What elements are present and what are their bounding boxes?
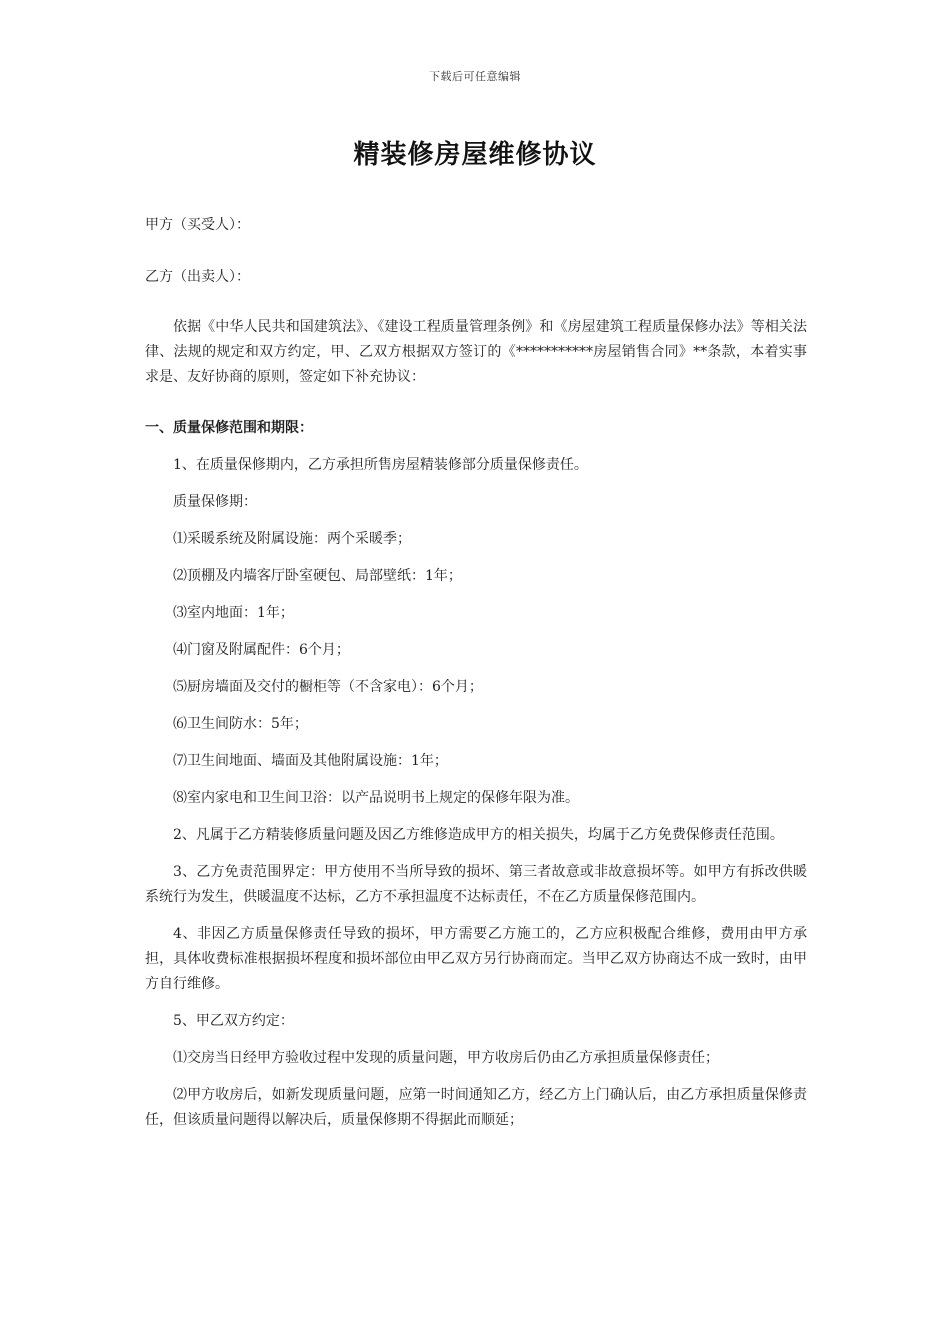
clause-1: 1、在质量保修期内，乙方承担所售房屋精装修部分质量保修责任。 [173,457,588,473]
warranty-item: ⑸厨房墙面及交付的橱柜等（不含家电）：6个月； [173,679,483,695]
warranty-item: ⑶室内地面：1年； [173,605,294,621]
agreement-item: ⑴交房当日经甲方验收过程中发现的质量问题，甲方收房后仍由乙方承担质量保修责任； [173,1050,719,1066]
clause-4: 4、非因乙方质量保修责任导致的损坏，甲方需要乙方施工的，乙方应积极配合维修，费用由甲方承担，具体收费标准根据损坏程度和损坏部位由甲乙双方另行协商而定。当甲乙双方协商达不成一致时，由甲方自行维修。 [145,926,807,992]
warranty-item: ⑷门窗及附属配件：6个月； [173,642,350,658]
warranty-item: ⑻室内家电和卫生间卫浴：以产品说明书上规定的保修年限为准。 [173,790,579,806]
clause-2: 2、凡属于乙方精装修质量问题及因乙方维修造成甲方的相关损失，均属于乙方免费保修责任范围。 [173,827,784,843]
warranty-item: ⑴采暖系统及附属设施：两个采暖季； [173,531,411,547]
warranty-item: ⑹卫生间防水：5年； [173,716,308,732]
party-a-line: 甲方（买受人）： [145,217,250,233]
document-title: 精装修房屋维修协议 [353,140,597,170]
warranty-period-label: 质量保修期： [173,494,257,510]
party-b-line: 乙方（出卖人）： [145,269,250,285]
intro-paragraph: 依据《中华人民共和国建筑法》、《建设工程质量管理条例》和《房屋建筑工程质量保修办法》等相关法律、法规的规定和双方约定，甲、乙双方根据双方签订的《***********房屋销售合同》**条款，本着实事求是、友好协商的原则，签定如下补充协议： [145,319,807,385]
document-body [145,213,807,1145]
agreement-item: ⑵甲方收房后，如新发现质量问题，应第一时间通知乙方，经乙方上门确认后，由乙方承担质量保修责任，但该质量问题得以解决后，质量保修期不得据此而顺延； [145,1087,807,1128]
clause-5: 5、甲乙双方约定： [173,1013,294,1029]
warranty-item: ⑺卫生间地面、墙面及其他附属设施：1年； [173,753,448,769]
header-note: 下载后可任意编辑 [429,70,521,83]
clause-3: 3、乙方免责范围界定：甲方使用不当所导致的损坏、第三者故意或非故意损坏等。如甲方有拆改供暖系统行为发生，供暖温度不达标，乙方不承担温度不达标责任，不在乙方质量保修范围内。 [145,864,807,905]
warranty-item: ⑵顶棚及内墙客厅卧室硬包、局部壁纸：1年； [173,568,462,584]
section-heading: 一、质量保修范围和期限： [145,420,313,436]
